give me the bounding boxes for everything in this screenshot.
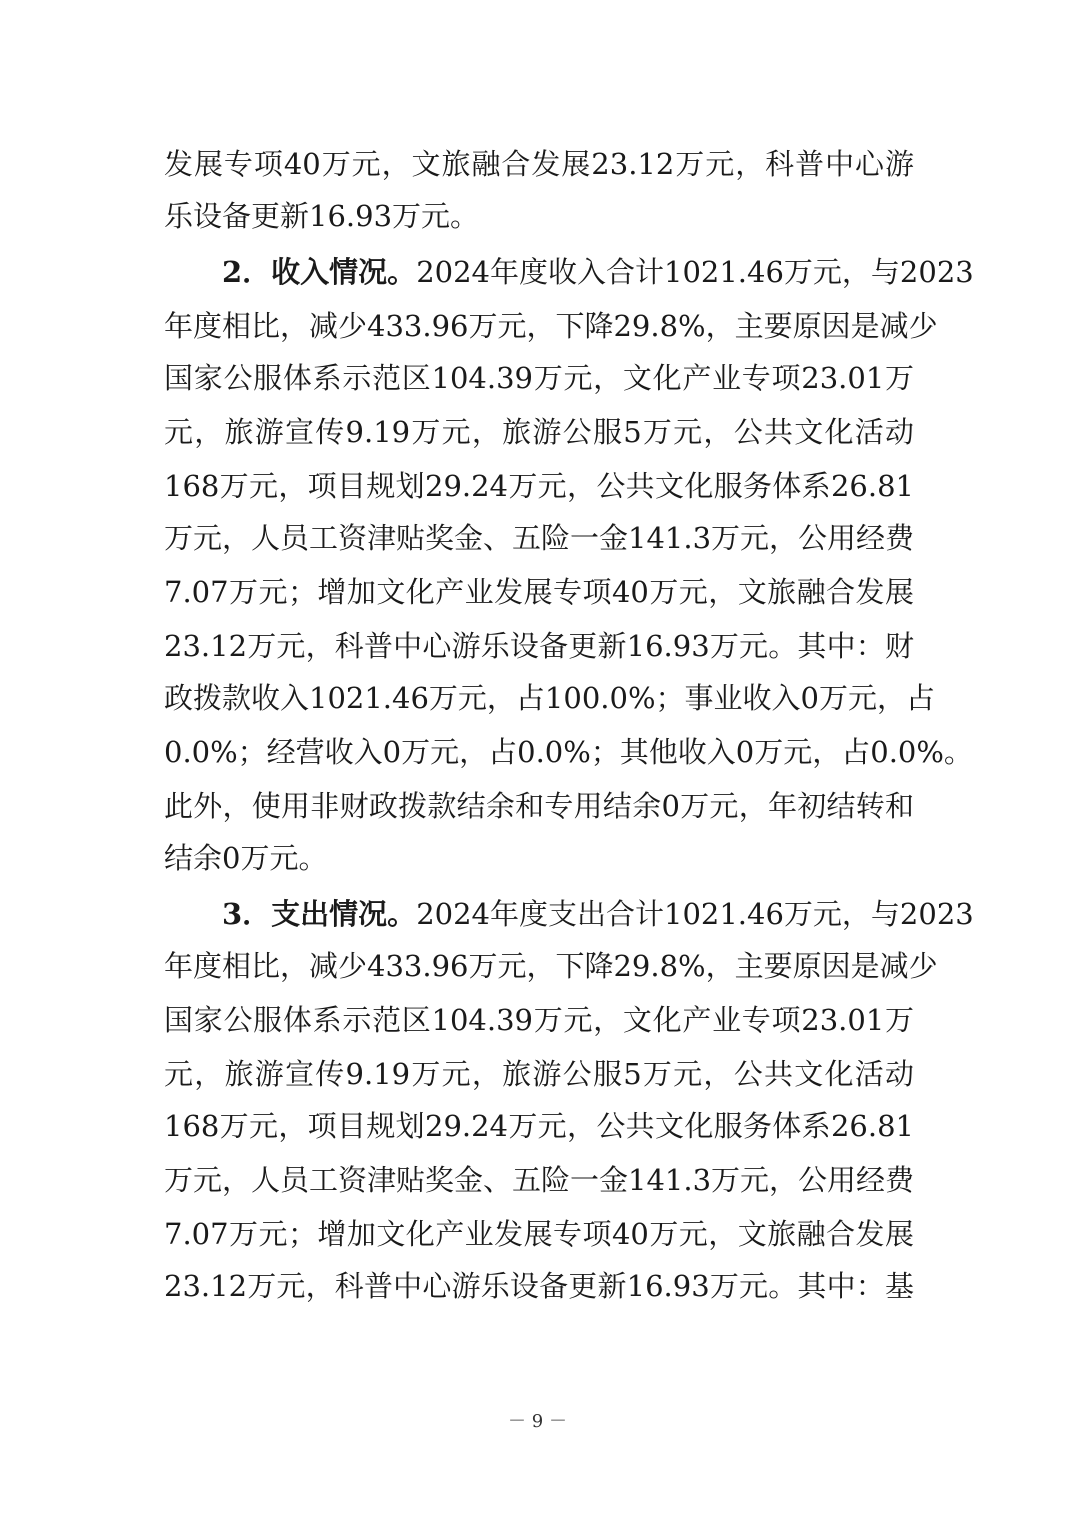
text-line: 发展专项40万元，文旅融合发展23.12万元，科普中心游 [164, 147, 914, 181]
text-line: 2024年度支出合计1021.46万元，与2023 [416, 897, 974, 931]
income-paragraph-first-line [222, 252, 974, 292]
text-line: 政拨款收入1021.46万元，占100.0%；事业收入0万元，占 [164, 681, 935, 715]
text-line: 万元，人员工资津贴奖金、五险一金141.3万元，公用经费 [164, 521, 915, 555]
text-line: 168万元，项目规划29.24万元，公共文化服务体系26.81 [164, 469, 914, 503]
text-line: 7.07万元；增加文化产业发展专项40万元，文旅融合发展 [164, 1217, 914, 1251]
text-line: 国家公服体系示范区104.39万元，文化产业专项23.01万 [164, 361, 914, 395]
text-line: 0.0%；经营收入0万元，占0.0%；其他收入0万元，占0.0%。 [164, 735, 973, 769]
text-line: 168万元，项目规划29.24万元，公共文化服务体系26.81 [164, 1109, 914, 1143]
text-line: 年度相比，减少433.96万元，下降29.8%，主要原因是减少 [164, 309, 938, 343]
text-line: 乐设备更新16.93万元。 [164, 199, 480, 233]
text-line: 23.12万元，科普中心游乐设备更新16.93万元。其中：财 [164, 629, 914, 663]
expense-heading: 3．支出情况。 [222, 897, 417, 931]
text-line: 2024年度收入合计1021.46万元，与2023 [416, 255, 974, 289]
text-line: 7.07万元；增加文化产业发展专项40万元，文旅融合发展 [164, 575, 914, 609]
text-line: 国家公服体系示范区104.39万元，文化产业专项23.01万 [164, 1003, 914, 1037]
text-line: 结余0万元。 [164, 841, 328, 875]
text-line: 23.12万元，科普中心游乐设备更新16.93万元。其中：基 [164, 1269, 914, 1303]
text-line: 元，旅游宣传9.19万元，旅游公服5万元，公共文化活动 [164, 1057, 914, 1091]
text-line: 万元，人员工资津贴奖金、五险一金141.3万元，公用经费 [164, 1163, 915, 1197]
text-line: 此外，使用非财政拨款结余和专用结余0万元，年初结转和 [164, 789, 914, 823]
text-line: 年度相比，减少433.96万元，下降29.8%，主要原因是减少 [164, 949, 938, 983]
page-number: － 9 － [508, 1411, 567, 1432]
income-heading: 2．收入情况。 [222, 255, 417, 289]
text-line: 元，旅游宣传9.19万元，旅游公服5万元，公共文化活动 [164, 415, 914, 449]
expense-paragraph-first-line [222, 894, 974, 934]
